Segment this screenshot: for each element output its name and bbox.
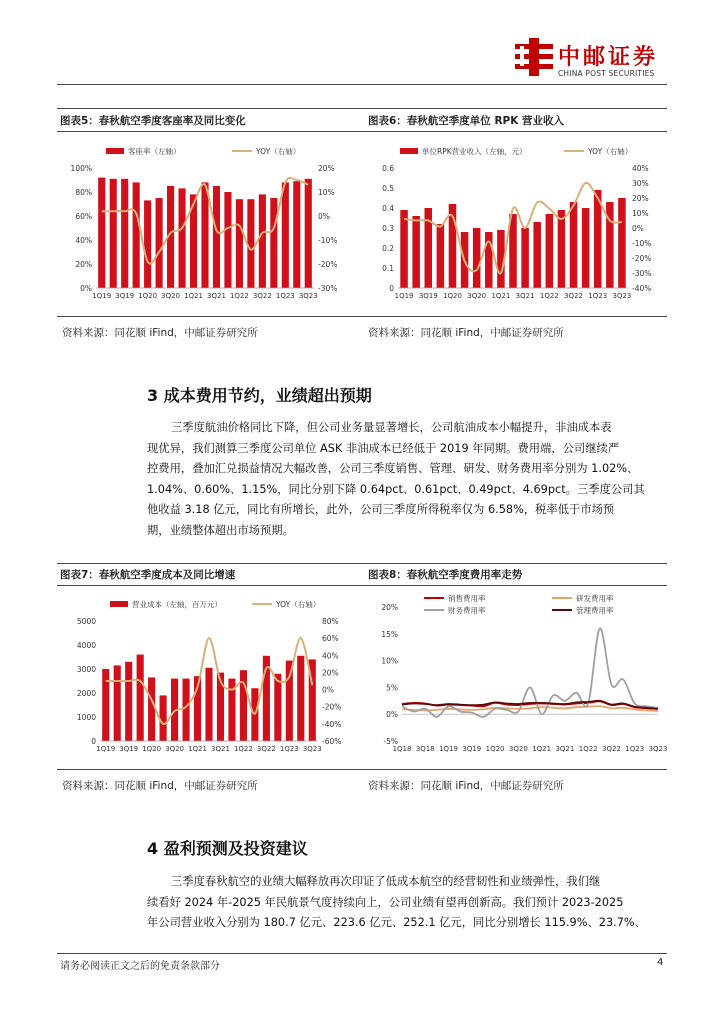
x-tick-label: 1Q19 [439,745,458,753]
fig8-title: 图表8：春秋航空季度费用率走势 [368,569,523,581]
bar [240,670,247,741]
y-right-tick-label: -60% [322,737,342,746]
bar [259,194,266,288]
y-right-tick-label: -10% [318,236,338,245]
legend-bar-label: 客座率（左轴） [128,147,181,156]
x-tick-label: 3Q21 [555,745,575,753]
y-right-tick-label: 30% [632,179,649,188]
x-tick-label: 3Q23 [648,745,668,753]
x-tick-label: 1Q22 [578,745,598,753]
fig7-chart [62,593,352,763]
bar [148,677,155,741]
y-right-tick-label: 20% [632,194,649,203]
bar [213,186,220,288]
bar [286,661,293,741]
y-left-tick-label: 5000 [76,617,96,626]
legend-label: 销售费用率 [448,594,486,603]
bar [121,179,128,288]
section3-line: 三季度航油价格同比下降，但公司业务量显著增长，公司航油成本小幅提升，非油成本表 [171,421,612,434]
x-tick-label: 3Q20 [161,292,181,300]
legend-bar-label: 单位RPK营业收入（左轴，元） [422,147,527,156]
bar [473,228,481,288]
bar [156,198,163,288]
section4-line: 年公司营业收入分别为 180.7 亿元、223.6 亿元、252.1 亿元，同比分别增长 115.9%、23.7%、 [147,916,646,929]
x-tick-label: 1Q21 [491,292,511,300]
x-tick-label: 3Q21 [211,745,230,753]
fig-row2-top-rule [57,563,667,564]
fig5-chart [62,140,352,305]
y-left-tick-label: 4000 [76,641,96,650]
x-tick-label: 1Q23 [625,745,645,753]
y-tick-label: 15% [381,629,398,639]
x-tick-label: 3Q20 [508,745,528,753]
x-tick-label: 1Q20 [485,745,505,753]
y-right-tick-label: 20% [322,668,339,678]
logo-english-name: CHINA POST SECURITIES [558,69,655,78]
bar [437,224,445,288]
x-tick-label: 3Q23 [612,292,632,300]
bar [133,182,140,288]
legend-bar-swatch [110,601,128,607]
bar [270,198,277,288]
bar [297,656,304,741]
bar [236,199,243,288]
x-tick-label: 3Q22 [602,745,621,753]
bar [160,695,167,741]
fig-row2-bottom-rule [57,769,667,770]
fig8-chart [368,593,668,763]
x-tick-label: 3Q19 [462,745,482,753]
y-right-tick-label: -10% [632,239,652,248]
y-left-tick-label: 0.1 [382,264,394,273]
legend-bar-label: 营业成本（左轴，百万元） [132,600,222,609]
fig6-source: 资料来源：同花顺 iFind，中邮证券研究所 [368,327,564,339]
legend-label: 管理费用率 [576,606,614,615]
x-tick-label: 1Q19 [96,745,116,753]
y-left-tick-label: 0.5 [382,184,394,193]
bar [412,216,420,288]
bar [293,181,300,288]
y-tick-label: 0% [386,710,398,720]
bar [224,192,231,288]
china-post-logo-icon [515,38,553,76]
section3-line: 1.04%、0.60%、1.15%，同比分别下降 0.64pct、0.61pct、0.49pct、4.69pct。三季度公司其 [147,482,645,496]
fig6-title: 图表6：春秋航空季度单位 RPK 营业收入 [368,115,565,127]
x-tick-label: 3Q20 [165,745,185,753]
x-tick-label: 3Q19 [418,292,438,300]
fig6-chart [368,140,668,305]
bar [582,208,590,288]
y-left-tick-label: 3000 [76,665,96,674]
bar [137,655,144,741]
section4-title: 4 盈利预测及投资建议 [147,839,308,858]
y-right-tick-label: 0% [322,685,334,695]
y-left-tick-label: 0.2 [382,244,394,253]
y-tick-label: 10% [381,656,398,666]
bar [182,679,189,741]
legend-line-label: YOY（右轴） [276,600,321,609]
x-tick-label: 3Q21 [207,292,226,300]
x-tick-label: 1Q21 [532,745,552,753]
y-right-tick-label: 10% [632,209,649,218]
y-right-tick-label: -20% [318,260,338,269]
bar [282,182,289,288]
x-tick-label: 1Q22 [229,292,249,300]
x-tick-label: 3Q19 [119,745,139,753]
x-tick-label: 1Q23 [588,292,608,300]
series-line [402,706,658,711]
footer-rule [57,953,667,954]
x-tick-label: 1Q20 [138,292,158,300]
y-right-tick-label: -20% [322,702,342,712]
logo-chinese-name: 中邮证券 [558,45,659,70]
legend-line-label: YOY（右轴） [588,147,633,156]
y-right-tick-label: 0% [318,212,330,221]
bar [205,668,212,741]
y-left-tick-label: 20% [75,260,92,269]
page-number: 4 [657,957,664,968]
y-left-tick-label: 2000 [76,689,96,698]
bar [178,188,185,288]
x-tick-label: 3Q18 [415,745,435,753]
section4-line: 三季度春秋航空的业绩大幅释放再次印证了低成本航空的经营韧性和业绩弹性，我们继 [171,875,601,888]
bar [98,178,105,288]
y-left-tick-label: 0 [389,284,394,293]
x-tick-label: 1Q21 [184,292,203,300]
y-right-tick-label: 40% [322,651,339,661]
bar [114,665,121,741]
x-tick-label: 1Q23 [275,292,295,300]
x-tick-label: 3Q21 [515,292,535,300]
y-left-tick-label: 0.3 [382,224,394,233]
fig5-source: 资料来源：同花顺 iFind，中邮证券研究所 [62,327,258,339]
x-tick-label: 1Q22 [233,745,253,753]
x-tick-label: 3Q20 [467,292,487,300]
footer-disclaimer: 请务必阅读正文之后的免责条款部分 [60,961,220,972]
legend-label: 财务费用率 [448,606,486,615]
y-left-tick-label: 80% [75,188,92,197]
y-tick-label: 20% [381,603,398,612]
y-right-tick-label: 80% [322,617,339,626]
section3-line: 控费用，叠加汇兑损益情况大幅改善，公司三季度销售、管理、研发、财务费用率分别为 1.02%、 [147,462,639,475]
x-tick-label: 3Q22 [564,292,583,300]
legend-bar-swatch [106,148,124,154]
x-tick-label: 1Q21 [188,745,207,753]
bar [533,222,541,288]
y-left-tick-label: 60% [75,212,92,221]
legend-label: 研发费用率 [576,594,614,603]
x-tick-label: 3Q22 [256,745,276,753]
bar [201,182,208,288]
section3-line: 期，业绩整体超出市场预期。 [147,523,294,537]
x-tick-label: 1Q20 [443,292,462,300]
y-left-tick-label: 40% [75,236,92,245]
bar [110,179,117,288]
bar [102,669,109,741]
section4-paragraph [147,872,667,934]
x-tick-label: 1Q19 [92,292,112,300]
x-tick-label: 3Q23 [302,745,322,753]
fig-row1-top-rule [57,108,667,109]
y-left-tick-label: 1000 [76,713,96,722]
x-tick-label: 1Q18 [392,745,412,753]
x-tick-label: 1Q20 [142,745,162,753]
y-right-tick-label: -40% [322,719,342,729]
bar [618,198,626,288]
x-tick-label: 1Q19 [394,292,414,300]
fig8-source: 资料来源：同花顺 iFind，中邮证券研究所 [368,780,564,792]
fig-row2-title-rule [57,585,667,586]
section3-title: 3 成本费用节约，业绩超出预期 [147,386,372,405]
y-tick-label: -5% [383,737,398,746]
y-left-tick-label: 0% [80,284,92,293]
y-right-tick-label: 60% [322,634,339,644]
bar [247,199,254,288]
bar [400,210,408,288]
bar [305,179,312,288]
y-right-tick-label: 10% [318,188,335,197]
bar [125,662,132,741]
bar [485,232,493,288]
y-left-tick-label: 100% [70,164,92,173]
y-right-tick-label: -30% [632,269,652,278]
x-tick-label: 3Q19 [115,292,135,300]
x-tick-label: 1Q22 [539,292,559,300]
bar [144,200,151,288]
x-tick-label: 3Q22 [252,292,272,300]
section3-paragraph [147,418,667,541]
y-right-tick-label: 20% [318,164,335,173]
y-left-tick-label: 0 [91,737,96,746]
header-rule [57,84,667,85]
bar [570,202,578,288]
y-left-tick-label: 0.4 [382,204,394,213]
x-tick-label: 3Q23 [298,292,318,300]
fig7-title: 图表7：春秋航空季度成本及同比增速 [60,569,236,581]
section3-line: 现优异，我们测算三季度公司单位 ASK 非油成本已经低于 2019 年同期。费用端，公司继续严 [147,441,620,455]
y-right-tick-label: 40% [632,164,649,173]
fig-row1-title-rule [57,131,667,132]
bar [558,210,566,288]
y-right-tick-label: -40% [632,284,652,293]
legend-line-label: YOY（右轴） [256,147,301,156]
legend-bar-swatch [400,148,418,154]
fig7-source: 资料来源：同花顺 iFind，中邮证券研究所 [62,780,258,792]
fig-row1-bottom-rule [57,316,667,317]
bar [274,674,281,741]
section3-line: 他收益 3.18 亿元，同比有所增长，此外，公司三季度所得税率仅为 6.58%，税率低于市场预 [147,503,615,516]
y-right-tick-label: 0% [632,224,644,233]
section4-line: 续看好 2024 年-2025 年民航景气度持续向上，公司业绩有望再创新高。我们预计 2023-2025 [147,895,624,909]
bar [546,214,554,288]
y-right-tick-label: -30% [318,284,338,293]
fig5-title: 图表5：春秋航空季度客座率及同比变化 [60,115,246,127]
y-left-tick-label: 0.6 [382,164,394,173]
x-tick-label: 1Q23 [279,745,299,753]
y-right-tick-label: -20% [632,254,652,263]
y-tick-label: 5% [386,683,398,693]
bar [521,228,529,288]
